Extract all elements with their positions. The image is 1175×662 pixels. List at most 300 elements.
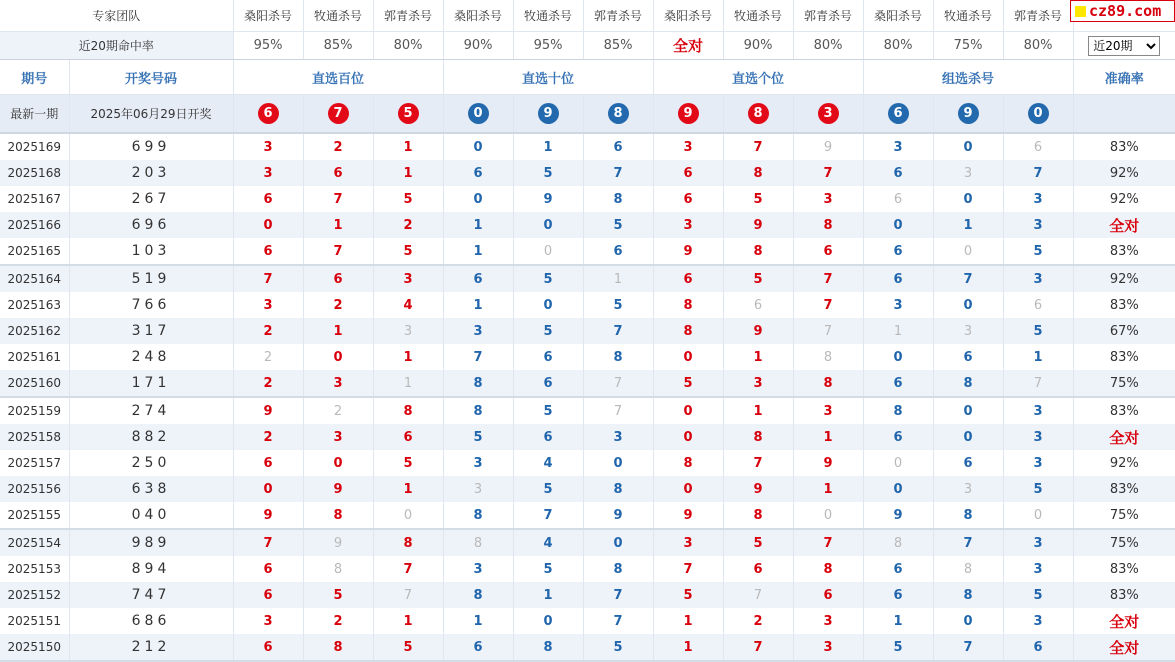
lottery-ball: 0 bbox=[1028, 103, 1049, 124]
expert-name: 郭青杀号 bbox=[583, 0, 653, 32]
kill-number-cell: 9 bbox=[233, 502, 303, 529]
logo-text: cz89.com bbox=[1089, 2, 1162, 20]
kill-number-cell: 7 bbox=[933, 529, 1003, 556]
period-column-header: 期号 bbox=[0, 60, 69, 95]
kill-number-cell: 6 bbox=[233, 186, 303, 212]
kill-number-cell: 0 bbox=[933, 292, 1003, 318]
kill-number-cell: 0 bbox=[303, 344, 373, 370]
ball-cell bbox=[583, 95, 653, 134]
lottery-ball: 9 bbox=[538, 103, 559, 124]
history-row bbox=[0, 186, 1175, 212]
kill-number-cell: 1 bbox=[373, 370, 443, 397]
kill-number-cell: 8 bbox=[933, 502, 1003, 529]
kill-number-cell: 3 bbox=[1003, 608, 1073, 634]
kill-number-cell: 5 bbox=[583, 212, 653, 238]
period-cell: 2025169 bbox=[0, 133, 69, 160]
kill-number-cell: 5 bbox=[863, 634, 933, 661]
history-row bbox=[0, 318, 1175, 344]
accuracy-cell: 92% bbox=[1073, 160, 1175, 186]
accuracy-cell: 67% bbox=[1073, 318, 1175, 344]
kill-number-cell: 8 bbox=[723, 238, 793, 265]
kill-number-cell: 6 bbox=[513, 370, 583, 397]
lottery-ball: 9 bbox=[958, 103, 979, 124]
kill-number-cell: 8 bbox=[373, 529, 443, 556]
period-select[interactable] bbox=[1088, 36, 1160, 56]
ball-cell bbox=[933, 95, 1003, 134]
kill-number-cell: 5 bbox=[513, 318, 583, 344]
kill-number-cell: 3 bbox=[233, 608, 303, 634]
kill-number-cell: 7 bbox=[583, 318, 653, 344]
hit-rate: 80% bbox=[1003, 32, 1073, 60]
kill-number-cell: 5 bbox=[303, 582, 373, 608]
kill-number-cell: 0 bbox=[233, 476, 303, 502]
kill-number-cell: 6 bbox=[863, 556, 933, 582]
lottery-ball: 6 bbox=[258, 103, 279, 124]
hit-rate: 90% bbox=[723, 32, 793, 60]
kill-number-cell: 0 bbox=[933, 397, 1003, 424]
accuracy-cell: 75% bbox=[1073, 502, 1175, 529]
hit-rate: 全对 bbox=[653, 32, 723, 60]
ball-cell bbox=[863, 95, 933, 134]
kill-number-cell: 8 bbox=[793, 344, 863, 370]
kill-number-cell: 0 bbox=[933, 608, 1003, 634]
ball-cell bbox=[793, 95, 863, 134]
period-cell: 2025163 bbox=[0, 292, 69, 318]
kill-number-cell: 9 bbox=[793, 450, 863, 476]
kill-number-cell: 0 bbox=[303, 450, 373, 476]
kill-number-cell: 0 bbox=[793, 502, 863, 529]
kill-number-cell: 9 bbox=[653, 238, 723, 265]
group-header-tens: 直选十位 bbox=[443, 60, 653, 95]
kill-number-cell: 6 bbox=[863, 160, 933, 186]
period-cell: 2025164 bbox=[0, 265, 69, 292]
kill-number-cell: 3 bbox=[303, 424, 373, 450]
kill-number-cell: 6 bbox=[933, 450, 1003, 476]
kill-number-cell: 3 bbox=[793, 634, 863, 661]
hit-rate: 80% bbox=[793, 32, 863, 60]
kill-number-cell: 3 bbox=[1003, 212, 1073, 238]
kill-number-cell: 5 bbox=[373, 634, 443, 661]
kill-number-cell: 7 bbox=[723, 634, 793, 661]
kill-number-cell: 5 bbox=[373, 186, 443, 212]
kill-number-cell: 7 bbox=[303, 238, 373, 265]
latest-date: 2025年06月29日开奖 bbox=[69, 95, 233, 134]
kill-number-cell: 0 bbox=[653, 424, 723, 450]
period-cell: 2025161 bbox=[0, 344, 69, 370]
history-row bbox=[0, 582, 1175, 608]
period-cell: 2025162 bbox=[0, 318, 69, 344]
kill-number-cell: 3 bbox=[863, 133, 933, 160]
kill-number-cell: 0 bbox=[1003, 502, 1073, 529]
kill-number-cell: 5 bbox=[1003, 238, 1073, 265]
kill-number-cell: 1 bbox=[653, 608, 723, 634]
kill-number-cell: 3 bbox=[1003, 186, 1073, 212]
kill-number-cell: 9 bbox=[723, 476, 793, 502]
kill-number-cell: 7 bbox=[793, 529, 863, 556]
kill-number-cell: 3 bbox=[1003, 529, 1073, 556]
kill-number-cell: 3 bbox=[443, 556, 513, 582]
kill-number-cell: 6 bbox=[653, 186, 723, 212]
kill-number-cell: 3 bbox=[1003, 397, 1073, 424]
kill-number-cell: 7 bbox=[373, 556, 443, 582]
hit-rate: 90% bbox=[443, 32, 513, 60]
draw-number-cell: 203 bbox=[69, 160, 233, 186]
draw-number-cell: 882 bbox=[69, 424, 233, 450]
kill-number-cell: 2 bbox=[303, 133, 373, 160]
kill-number-cell: 5 bbox=[723, 186, 793, 212]
kill-number-cell: 7 bbox=[723, 450, 793, 476]
lottery-ball: 8 bbox=[748, 103, 769, 124]
kill-number-cell: 6 bbox=[863, 582, 933, 608]
period-cell: 2025158 bbox=[0, 424, 69, 450]
lottery-ball: 7 bbox=[328, 103, 349, 124]
kill-number-cell: 0 bbox=[653, 476, 723, 502]
kill-number-cell: 7 bbox=[793, 292, 863, 318]
kill-number-cell: 6 bbox=[863, 265, 933, 292]
lottery-ball: 5 bbox=[398, 103, 419, 124]
kill-number-cell: 5 bbox=[1003, 318, 1073, 344]
lottery-ball: 0 bbox=[468, 103, 489, 124]
history-row bbox=[0, 238, 1175, 265]
expert-name: 牧通杀号 bbox=[933, 0, 1003, 32]
kill-number-cell: 8 bbox=[373, 397, 443, 424]
kill-number-cell: 7 bbox=[583, 397, 653, 424]
expert-name: 郭青杀号 bbox=[793, 0, 863, 32]
period-select-cell bbox=[1073, 32, 1175, 60]
kill-number-cell: 9 bbox=[303, 529, 373, 556]
expert-name: 牧通杀号 bbox=[723, 0, 793, 32]
kill-number-cell: 5 bbox=[373, 450, 443, 476]
kill-number-cell: 0 bbox=[443, 133, 513, 160]
kill-number-cell: 8 bbox=[583, 344, 653, 370]
kill-number-cell: 3 bbox=[233, 133, 303, 160]
kill-number-cell: 6 bbox=[793, 582, 863, 608]
kill-number-cell: 7 bbox=[653, 556, 723, 582]
kill-number-cell: 0 bbox=[933, 424, 1003, 450]
kill-number-cell: 3 bbox=[933, 318, 1003, 344]
kill-number-cell: 1 bbox=[723, 397, 793, 424]
kill-number-cell: 6 bbox=[303, 160, 373, 186]
kill-number-cell: 4 bbox=[513, 529, 583, 556]
draw-number-cell: 317 bbox=[69, 318, 233, 344]
kill-number-cell: 0 bbox=[443, 186, 513, 212]
hit-rate: 85% bbox=[303, 32, 373, 60]
kill-number-cell: 8 bbox=[933, 582, 1003, 608]
hit-rate-row bbox=[0, 32, 1175, 60]
accuracy-cell: 全对 bbox=[1073, 608, 1175, 634]
kill-number-cell: 6 bbox=[1003, 133, 1073, 160]
history-row bbox=[0, 529, 1175, 556]
kill-number-cell: 8 bbox=[303, 502, 373, 529]
kill-number-cell: 7 bbox=[443, 344, 513, 370]
accuracy-cell: 92% bbox=[1073, 450, 1175, 476]
kill-number-cell: 9 bbox=[513, 186, 583, 212]
latest-accuracy bbox=[1073, 95, 1175, 134]
latest-label: 最新一期 bbox=[0, 95, 69, 134]
kill-number-cell: 0 bbox=[373, 502, 443, 529]
lottery-ball: 9 bbox=[678, 103, 699, 124]
kill-number-cell: 2 bbox=[233, 370, 303, 397]
expert-header-row bbox=[0, 0, 1175, 32]
kill-number-cell: 3 bbox=[793, 397, 863, 424]
accuracy-cell: 92% bbox=[1073, 265, 1175, 292]
history-row bbox=[0, 344, 1175, 370]
draw-number-cell: 989 bbox=[69, 529, 233, 556]
kill-number-cell: 3 bbox=[793, 608, 863, 634]
group-header-units: 直选个位 bbox=[653, 60, 863, 95]
accuracy-cell: 83% bbox=[1073, 556, 1175, 582]
accuracy-cell: 83% bbox=[1073, 476, 1175, 502]
kill-number-cell: 1 bbox=[303, 318, 373, 344]
kill-number-cell: 5 bbox=[723, 529, 793, 556]
kill-number-cell: 6 bbox=[723, 292, 793, 318]
kill-number-cell: 8 bbox=[793, 556, 863, 582]
hit-rate: 85% bbox=[583, 32, 653, 60]
kill-number-cell: 6 bbox=[863, 186, 933, 212]
kill-number-cell: 6 bbox=[653, 265, 723, 292]
kill-number-cell: 6 bbox=[933, 344, 1003, 370]
kill-number-cell: 7 bbox=[723, 133, 793, 160]
accuracy-cell: 75% bbox=[1073, 370, 1175, 397]
kill-number-cell: 8 bbox=[443, 529, 513, 556]
kill-number-cell: 6 bbox=[233, 556, 303, 582]
kill-number-cell: 1 bbox=[653, 634, 723, 661]
kill-number-cell: 7 bbox=[373, 582, 443, 608]
hit-rate: 75% bbox=[933, 32, 1003, 60]
ball-cell bbox=[233, 95, 303, 134]
kill-number-cell: 6 bbox=[863, 424, 933, 450]
expert-name: 牧通杀号 bbox=[513, 0, 583, 32]
kill-number-cell: 5 bbox=[513, 160, 583, 186]
kill-number-cell: 5 bbox=[513, 265, 583, 292]
history-row bbox=[0, 502, 1175, 529]
kill-number-cell: 6 bbox=[863, 238, 933, 265]
kill-number-cell: 7 bbox=[583, 582, 653, 608]
expert-name: 桑阳杀号 bbox=[863, 0, 933, 32]
kill-number-cell: 9 bbox=[233, 397, 303, 424]
kill-number-cell: 7 bbox=[793, 265, 863, 292]
kill-number-cell: 5 bbox=[1003, 582, 1073, 608]
kill-number-cell: 8 bbox=[723, 160, 793, 186]
kill-number-cell: 8 bbox=[723, 424, 793, 450]
kill-number-cell: 3 bbox=[653, 133, 723, 160]
history-row bbox=[0, 424, 1175, 450]
kill-number-cell: 3 bbox=[373, 265, 443, 292]
kill-number-cell: 5 bbox=[373, 238, 443, 265]
accuracy-cell: 83% bbox=[1073, 292, 1175, 318]
accuracy-cell: 83% bbox=[1073, 344, 1175, 370]
kill-number-cell: 3 bbox=[233, 292, 303, 318]
kill-number-cell: 3 bbox=[233, 160, 303, 186]
kill-number-cell: 5 bbox=[1003, 476, 1073, 502]
accuracy-cell: 全对 bbox=[1073, 424, 1175, 450]
period-cell: 2025168 bbox=[0, 160, 69, 186]
kill-number-cell: 8 bbox=[863, 529, 933, 556]
ball-cell bbox=[723, 95, 793, 134]
latest-draw-row bbox=[0, 95, 1175, 134]
kill-number-cell: 3 bbox=[443, 476, 513, 502]
kill-number-cell: 8 bbox=[863, 397, 933, 424]
history-row bbox=[0, 450, 1175, 476]
kill-number-cell: 2 bbox=[723, 608, 793, 634]
kill-number-cell: 0 bbox=[863, 344, 933, 370]
hit-rate: 80% bbox=[373, 32, 443, 60]
site-logo[interactable] bbox=[1070, 0, 1175, 22]
kill-number-cell: 4 bbox=[373, 292, 443, 318]
ball-cell bbox=[1003, 95, 1073, 134]
kill-number-cell: 8 bbox=[443, 582, 513, 608]
kill-number-cell: 5 bbox=[443, 424, 513, 450]
kill-number-cell: 3 bbox=[723, 370, 793, 397]
ball-cell bbox=[513, 95, 583, 134]
history-row bbox=[0, 133, 1175, 160]
ball-cell bbox=[653, 95, 723, 134]
draw-number-cell: 696 bbox=[69, 212, 233, 238]
kill-number-cell: 0 bbox=[513, 212, 583, 238]
kill-number-cell: 1 bbox=[933, 212, 1003, 238]
kill-number-cell: 8 bbox=[443, 370, 513, 397]
history-row bbox=[0, 292, 1175, 318]
history-row bbox=[0, 212, 1175, 238]
kill-number-cell: 9 bbox=[793, 133, 863, 160]
history-row bbox=[0, 608, 1175, 634]
kill-number-cell: 0 bbox=[583, 529, 653, 556]
period-cell: 2025159 bbox=[0, 397, 69, 424]
kill-number-cell: 0 bbox=[933, 186, 1003, 212]
history-row bbox=[0, 476, 1175, 502]
period-cell: 2025155 bbox=[0, 502, 69, 529]
accuracy-cell: 全对 bbox=[1073, 212, 1175, 238]
kill-number-cell: 5 bbox=[723, 265, 793, 292]
accuracy-cell: 75% bbox=[1073, 529, 1175, 556]
kill-number-cell: 6 bbox=[513, 344, 583, 370]
kill-number-cell: 1 bbox=[793, 476, 863, 502]
kill-number-cell: 1 bbox=[863, 318, 933, 344]
period-cell: 2025167 bbox=[0, 186, 69, 212]
kill-number-cell: 6 bbox=[653, 160, 723, 186]
kill-number-cell: 1 bbox=[303, 212, 373, 238]
period-cell: 2025165 bbox=[0, 238, 69, 265]
kill-number-cell: 3 bbox=[303, 370, 373, 397]
kill-number-cell: 1 bbox=[513, 582, 583, 608]
kill-number-cell: 7 bbox=[583, 370, 653, 397]
kill-number-cell: 8 bbox=[583, 556, 653, 582]
kill-number-cell: 6 bbox=[373, 424, 443, 450]
kill-number-cell: 9 bbox=[303, 476, 373, 502]
kill-number-cell: 1 bbox=[443, 608, 513, 634]
kill-number-cell: 8 bbox=[793, 370, 863, 397]
kill-number-cell: 1 bbox=[373, 160, 443, 186]
kill-number-cell: 8 bbox=[653, 318, 723, 344]
period-cell: 2025154 bbox=[0, 529, 69, 556]
draw-number-cell: 747 bbox=[69, 582, 233, 608]
period-cell: 2025157 bbox=[0, 450, 69, 476]
hit-rate: 80% bbox=[863, 32, 933, 60]
kill-number-cell: 8 bbox=[583, 186, 653, 212]
kill-number-cell: 0 bbox=[863, 450, 933, 476]
kill-number-cell: 3 bbox=[653, 529, 723, 556]
kill-number-cell: 3 bbox=[583, 424, 653, 450]
column-header-row bbox=[0, 60, 1175, 95]
kill-number-cell: 0 bbox=[583, 450, 653, 476]
kill-number-cell: 3 bbox=[933, 160, 1003, 186]
kill-number-cell: 1 bbox=[513, 133, 583, 160]
kill-number-cell: 8 bbox=[583, 476, 653, 502]
kill-number-cell: 0 bbox=[513, 292, 583, 318]
kill-number-cell: 8 bbox=[933, 556, 1003, 582]
kill-number-cell: 6 bbox=[1003, 292, 1073, 318]
period-cell: 2025150 bbox=[0, 634, 69, 661]
kill-number-cell: 1 bbox=[1003, 344, 1073, 370]
kill-number-cell: 7 bbox=[933, 265, 1003, 292]
draw-number-cell: 040 bbox=[69, 502, 233, 529]
history-row bbox=[0, 265, 1175, 292]
kill-number-cell: 9 bbox=[723, 318, 793, 344]
draw-number-cell: 248 bbox=[69, 344, 233, 370]
kill-number-cell: 3 bbox=[1003, 556, 1073, 582]
period-cell: 2025152 bbox=[0, 582, 69, 608]
kill-number-cell: 6 bbox=[1003, 634, 1073, 661]
kill-number-cell: 8 bbox=[303, 556, 373, 582]
kill-number-cell: 4 bbox=[513, 450, 583, 476]
draw-number-cell: 274 bbox=[69, 397, 233, 424]
draw-number-cell: 103 bbox=[69, 238, 233, 265]
expert-name: 桑阳杀号 bbox=[443, 0, 513, 32]
kill-number-cell: 8 bbox=[933, 370, 1003, 397]
kill-number-cell: 0 bbox=[933, 133, 1003, 160]
history-row bbox=[0, 397, 1175, 424]
accuracy-cell: 83% bbox=[1073, 582, 1175, 608]
kill-number-cell: 1 bbox=[583, 265, 653, 292]
accuracy-cell: 83% bbox=[1073, 397, 1175, 424]
kill-number-cell: 1 bbox=[443, 212, 513, 238]
expert-name: 桑阳杀号 bbox=[233, 0, 303, 32]
kill-number-cell: 5 bbox=[653, 582, 723, 608]
kill-number-cell: 0 bbox=[653, 397, 723, 424]
draw-number-cell: 212 bbox=[69, 634, 233, 661]
kill-number-cell: 6 bbox=[793, 238, 863, 265]
kill-number-cell: 6 bbox=[583, 238, 653, 265]
expert-name: 郭青杀号 bbox=[373, 0, 443, 32]
ball-cell bbox=[303, 95, 373, 134]
kill-number-cell: 0 bbox=[863, 212, 933, 238]
accuracy-cell: 83% bbox=[1073, 238, 1175, 265]
accuracy-cell: 83% bbox=[1073, 133, 1175, 160]
history-row bbox=[0, 634, 1175, 661]
draw-number-cell: 894 bbox=[69, 556, 233, 582]
kill-number-cell: 3 bbox=[1003, 450, 1073, 476]
kill-number-cell: 0 bbox=[863, 476, 933, 502]
draw-number-cell: 638 bbox=[69, 476, 233, 502]
logo-square-icon bbox=[1075, 6, 1086, 17]
lottery-ball: 3 bbox=[818, 103, 839, 124]
kill-number-cell: 7 bbox=[233, 265, 303, 292]
kill-number-cell: 3 bbox=[653, 212, 723, 238]
kill-number-cell: 2 bbox=[373, 212, 443, 238]
draw-number-cell: 686 bbox=[69, 608, 233, 634]
draw-number-cell: 250 bbox=[69, 450, 233, 476]
kill-number-cell: 3 bbox=[793, 186, 863, 212]
kill-number-cell: 5 bbox=[653, 370, 723, 397]
expert-name: 牧通杀号 bbox=[303, 0, 373, 32]
history-row bbox=[0, 556, 1175, 582]
expert-name: 郭青杀号 bbox=[1003, 0, 1073, 32]
kill-number-cell: 0 bbox=[653, 344, 723, 370]
draw-number-cell: 519 bbox=[69, 265, 233, 292]
kill-number-cell: 6 bbox=[443, 160, 513, 186]
kill-number-cell: 0 bbox=[513, 238, 583, 265]
group-header-hundreds: 直选百位 bbox=[233, 60, 443, 95]
